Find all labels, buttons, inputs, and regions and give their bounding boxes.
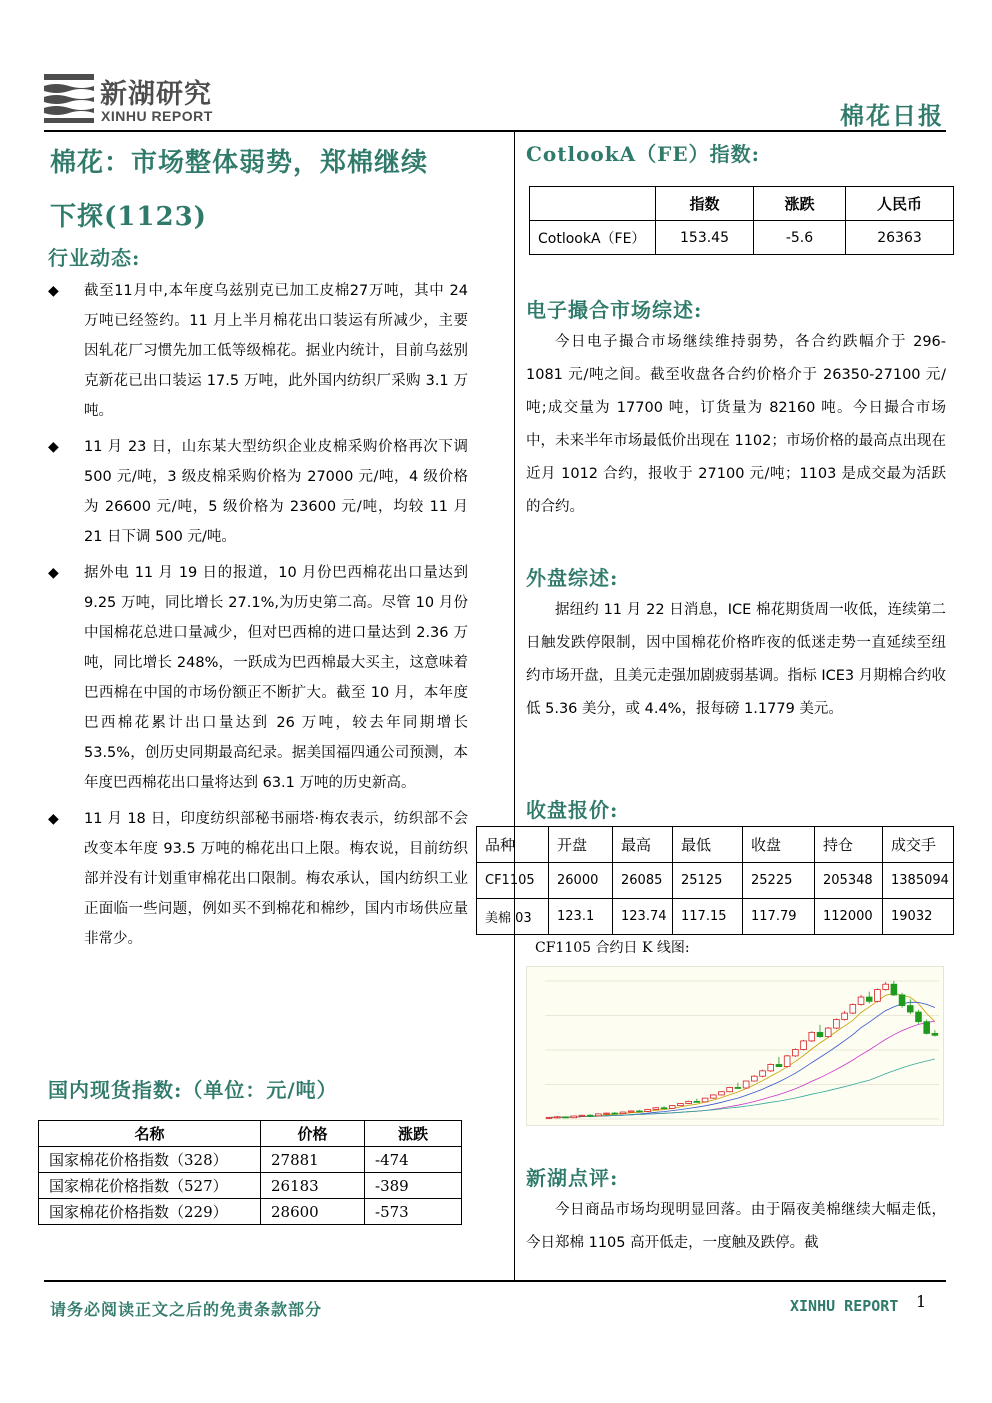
column-header: 指数 bbox=[656, 187, 754, 221]
column-header: 收盘 bbox=[743, 827, 815, 863]
page-number: 1 bbox=[916, 1292, 927, 1311]
bullet-item: ◆ 截至11月中,本年度乌兹别克已加工皮棉27万吨，其中 24 万吨已经签约。11 月上半月棉花出口装运有所减少，主要因轧花厂习惯先加工低等级棉花。据业内统计，目前乌兹别克新花已出口装运 17.5 万吨，此外国内纺织厂采购 3.1 万吨。 bbox=[48, 276, 468, 426]
candle-body bbox=[653, 1108, 659, 1110]
comment-text: 今日商品市场均现明显回落。由于隔夜美棉继续大幅走低，今日郑棉 1105 高开低走，一度触及跌停。截 bbox=[526, 1202, 946, 1251]
column-header: 持仓 bbox=[815, 827, 883, 863]
moving-average-line bbox=[549, 1002, 935, 1117]
brand-logo bbox=[44, 68, 244, 126]
candle-body bbox=[628, 1111, 634, 1112]
candle-body bbox=[563, 1117, 569, 1118]
logo-cn-text: 新湖研究 bbox=[100, 79, 212, 110]
candle-body bbox=[858, 997, 864, 1004]
candle-body bbox=[727, 1087, 733, 1091]
doc-type: 棉花日报 bbox=[840, 102, 944, 130]
column-header: 价格 bbox=[261, 1121, 365, 1147]
diamond-bullet-icon: ◆ bbox=[48, 811, 59, 827]
electronic-heading: 电子撮合市场综述: bbox=[526, 298, 703, 322]
table-row: 国家棉花价格指数（527） 26183 -389 bbox=[39, 1173, 462, 1199]
candle-body bbox=[842, 1013, 848, 1019]
candle-body bbox=[702, 1098, 708, 1102]
kline-chart bbox=[526, 966, 944, 1126]
column-header: 人民币 bbox=[846, 187, 954, 221]
candle-body bbox=[792, 1049, 798, 1055]
column-header: 最高 bbox=[613, 827, 673, 863]
candle-body bbox=[850, 1005, 856, 1014]
candle-body bbox=[694, 1101, 700, 1102]
candle-body bbox=[825, 1028, 831, 1037]
kline-caption: CF1105 合约日 K 线图: bbox=[535, 940, 690, 956]
page-title-line2: 下探(1123) bbox=[50, 202, 207, 232]
cotlook-table bbox=[529, 186, 954, 255]
candle-body bbox=[645, 1109, 651, 1111]
candle-body bbox=[883, 984, 889, 989]
table-row: CF1105 26000 26085 25125 25225 205348 1385094 bbox=[477, 863, 954, 899]
candle-body bbox=[678, 1103, 684, 1105]
candle-body bbox=[686, 1101, 692, 1103]
foreign-heading: 外盘综述: bbox=[526, 566, 619, 590]
column-header: 涨跌 bbox=[365, 1121, 462, 1147]
candle-body bbox=[587, 1115, 593, 1116]
diamond-bullet-icon: ◆ bbox=[48, 439, 59, 455]
candle-body bbox=[891, 984, 897, 995]
industry-bullets bbox=[48, 276, 468, 954]
kline-svg bbox=[527, 967, 945, 1127]
candle-body bbox=[710, 1095, 716, 1098]
candle-body bbox=[604, 1113, 610, 1114]
table-row: 国家棉花价格指数（328） 27881 -474 bbox=[39, 1147, 462, 1173]
column-header: 涨跌 bbox=[754, 187, 846, 221]
bullet-item: ◆ 11 月 18 日，印度纺织部秘书丽塔·梅农表示，纺织部不会改变本年度 93.5 万吨的棉花出口上限。梅农说，目前纺织部并没有计划重审棉花出口限制。梅农承认，国内纺织工业正面临一些问题，例如买不到棉花和棉纱，国内市场供应量非常少。 bbox=[48, 804, 468, 954]
candle-body bbox=[907, 1006, 913, 1012]
industry-heading: 行业动态: bbox=[48, 246, 141, 270]
table-row: CotlookA（FE） 153.45 -5.6 26363 bbox=[530, 221, 954, 255]
candle-body bbox=[784, 1056, 790, 1067]
column-header: 名称 bbox=[39, 1121, 261, 1147]
moving-average-line bbox=[549, 1059, 935, 1117]
candle-body bbox=[637, 1111, 643, 1112]
candle-body bbox=[801, 1041, 807, 1050]
column-header: 成交手 bbox=[883, 827, 954, 863]
moving-average-line bbox=[549, 993, 935, 1117]
bottom-rule bbox=[44, 1280, 946, 1282]
candle-body bbox=[751, 1076, 757, 1081]
candle-body bbox=[743, 1081, 749, 1088]
column-header: 开盘 bbox=[549, 827, 613, 863]
candle-body bbox=[571, 1116, 577, 1118]
candle-body bbox=[661, 1108, 667, 1109]
table-row: 国家棉花价格指数（229） 28600 -573 bbox=[39, 1199, 462, 1225]
foreign-text: 据纽约 11 月 22 日消息，ICE 棉花期货周一收低，连续第二日触发跌停限制，因中国棉花价格昨夜的低迷走势一直延续至纽约市场开盘，且美元走强加剧疲弱基调。指标 ICE3 月期棉合约收低 5.36 美分，或 4.4%，报每磅 1.1779 美元。 bbox=[526, 602, 946, 717]
spot-index-table bbox=[38, 1120, 462, 1225]
candle-body bbox=[719, 1092, 725, 1095]
candle-body bbox=[932, 1033, 938, 1035]
candle-body bbox=[924, 1022, 930, 1034]
spot-heading: 国内现货指数:（单位：元/吨） bbox=[48, 1078, 338, 1102]
candle-body bbox=[612, 1113, 618, 1114]
candle-body bbox=[875, 990, 881, 1002]
column-header: 最低 bbox=[673, 827, 743, 863]
candle-body bbox=[595, 1114, 601, 1116]
logo-mark-icon bbox=[44, 70, 94, 124]
candle-body bbox=[817, 1032, 823, 1036]
candle-body bbox=[916, 1012, 922, 1022]
page-title-line1: 棉花：市场整体弱势，郑棉继续 bbox=[50, 148, 429, 178]
candle-body bbox=[776, 1064, 782, 1066]
candle-body bbox=[579, 1115, 585, 1116]
top-rule bbox=[44, 130, 946, 132]
column-header: 品种 bbox=[477, 827, 549, 863]
candle-body bbox=[834, 1020, 840, 1029]
diamond-bullet-icon: ◆ bbox=[48, 283, 59, 299]
closing-price-table bbox=[476, 826, 954, 935]
candle-body bbox=[866, 997, 872, 1001]
moving-average-line bbox=[549, 1021, 935, 1117]
bullet-item: ◆ 11 月 23 日，山东某大型纺织企业皮棉采购价格再次下调 500 元/吨，3 级皮棉采购价格为 27000 元/吨，4 级价格为 26600 元/吨，5 级价格为 23600 元/吨，均较 11 月 21 日下调 500 元/吨。 bbox=[48, 432, 468, 552]
table-row: 美棉 03 123.1 123.74 117.15 117.79 112000 19032 bbox=[477, 899, 954, 935]
logo-en-text: XINHU REPORT bbox=[101, 108, 213, 124]
candle-body bbox=[554, 1117, 560, 1118]
candle-body bbox=[735, 1087, 741, 1088]
candle-body bbox=[768, 1064, 774, 1070]
column-divider bbox=[514, 132, 515, 1280]
electronic-text: 今日电子撮合市场继续维持弱势，各合约跌幅介于 296-1081 元/吨之间。截至收盘各合约价格介于 26350-27100 元/吨;成交量为 17700 吨，订货量为 82160 吨。今日撮合市场中，未来半年市场最低价出现在 1102；市场价格的最高点出现在近月 1012 合约，报收于 27100 元/吨；1103 是成交最为活跃的合约。 bbox=[526, 334, 946, 515]
candle-body bbox=[669, 1106, 675, 1109]
cotlook-heading: CotlookA（FE）指数: bbox=[526, 142, 760, 166]
candle-body bbox=[620, 1112, 626, 1114]
candle-body bbox=[760, 1071, 766, 1076]
disclaimer-link[interactable]: 请务必阅读正文之后的免责条款部分 bbox=[50, 1300, 323, 1319]
candle-body bbox=[546, 1117, 552, 1118]
candle-body bbox=[899, 995, 905, 1006]
closing-heading: 收盘报价: bbox=[526, 798, 619, 822]
diamond-bullet-icon: ◆ bbox=[48, 565, 59, 581]
footer-brand: XINHU REPORT bbox=[790, 1297, 899, 1315]
bullet-item: ◆ 据外电 11 月 19 日的报道，10 月份巴西棉花出口量达到 9.25 万吨，同比增长 27.1%,为历史第二高。尽管 10 月份中国棉花总进口量减少，但对巴西棉的进口量达到 2.36 万吨，同比增长 248%，一跃成为巴西棉最大买主，这意味着巴西棉在中国的市场份额正不断扩大。截至 10 月，本年度巴西棉花累计出口量达到 26 万吨，较去年同期增长 53.5%，创历史同期最高纪录。据美国福四通公司预测，本年度巴西棉花出口量将达到 63.1 万吨的历史新高。 bbox=[48, 558, 468, 798]
comment-heading: 新湖点评: bbox=[526, 1166, 619, 1190]
candle-body bbox=[809, 1032, 815, 1041]
